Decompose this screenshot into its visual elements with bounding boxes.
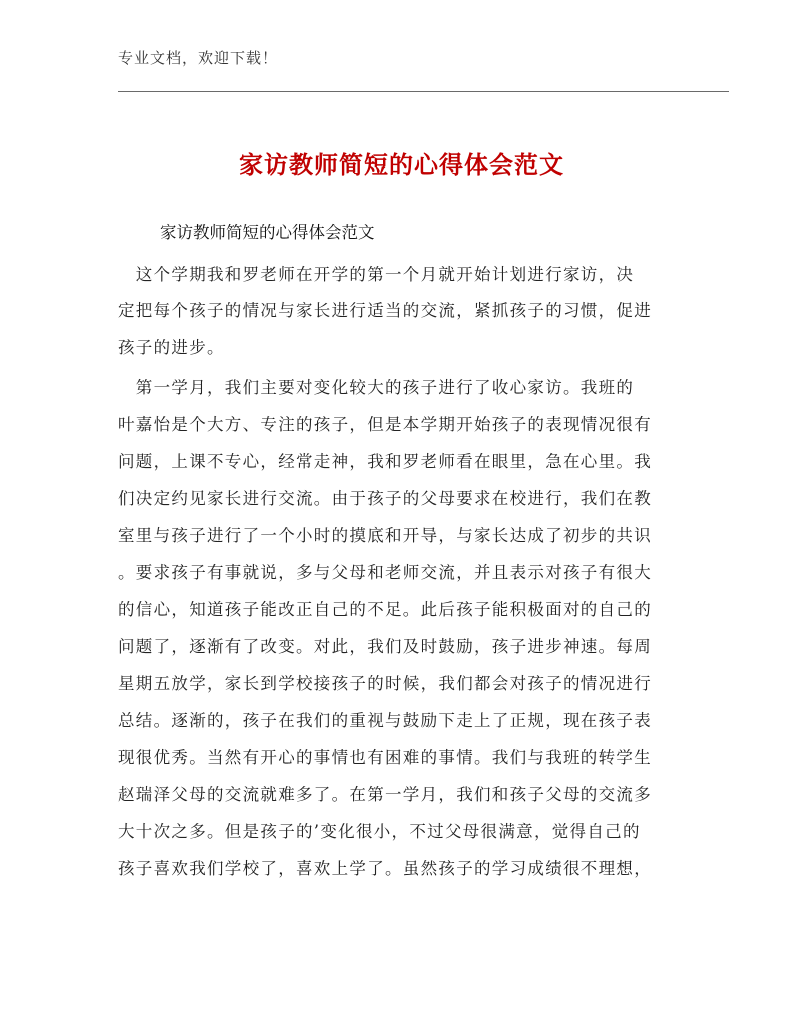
- body-line: 问题，上课不专心，经常走神，我和罗老师看在眼里，急在心里。我: [118, 452, 652, 471]
- body-line: 的信心，知道孩子能改正自己的不足。此后孩子能积极面对的自己的: [118, 600, 652, 619]
- body-line: 赵瑞泽父母的交流就难多了。在第一学月，我们和孩子父母的交流多: [118, 785, 652, 804]
- body-line: 问题了，逐渐有了改变。对此，我们及时鼓励，孩子进步神速。每周: [118, 637, 652, 656]
- body-line: 室里与孩子进行了一个小时的摸底和开导，与家长达成了初步的共识: [118, 526, 652, 545]
- body-line: 孩子喜欢我们学校了，喜欢上学了。虽然孩子的学习成绩很不理想，: [118, 859, 652, 878]
- body-line: 星期五放学，家长到学校接孩子的时候，我们都会对孩子的情况进行: [118, 674, 652, 693]
- body-line: 这个学期我和罗老师在开学的第一个月就开始计划进行家访，决: [118, 265, 635, 284]
- document-title: 家访教师简短的心得体会范文: [239, 151, 564, 179]
- body-line: 现很优秀。当然有开心的事情也有困难的事情。我们与我班的转学生: [118, 748, 652, 767]
- header-divider: [118, 91, 729, 92]
- body-line: 。要求孩子有事就说，多与父母和老师交流，并且表示对孩子有很大: [118, 563, 652, 582]
- body-line: 大十次之多。但是孩子的’变化很小，不过父母很满意，觉得自己的: [118, 822, 641, 841]
- body-line: 总结。逐渐的，孩子在我们的重视与鼓励下走上了正规，现在孩子表: [118, 711, 652, 730]
- body-line: 们决定约见家长进行交流。由于孩子的父母要求在校进行，我们在教: [118, 489, 652, 508]
- document-subheading: 家访教师简短的心得体会范文: [160, 223, 375, 242]
- header-note: 专业文档，欢迎下载！: [118, 49, 279, 67]
- body-line: 定把每个孩子的情况与家长进行适当的交流，紧抓孩子的习惯，促进: [118, 301, 652, 320]
- body-line: 第一学月，我们主要对变化较大的孩子进行了收心家访。我班的: [118, 378, 635, 397]
- body-line: 孩子的进步。: [118, 338, 225, 357]
- body-line: 叶嘉怡是个大方、专注的孩子，但是本学期开始孩子的表现情况很有: [118, 415, 652, 434]
